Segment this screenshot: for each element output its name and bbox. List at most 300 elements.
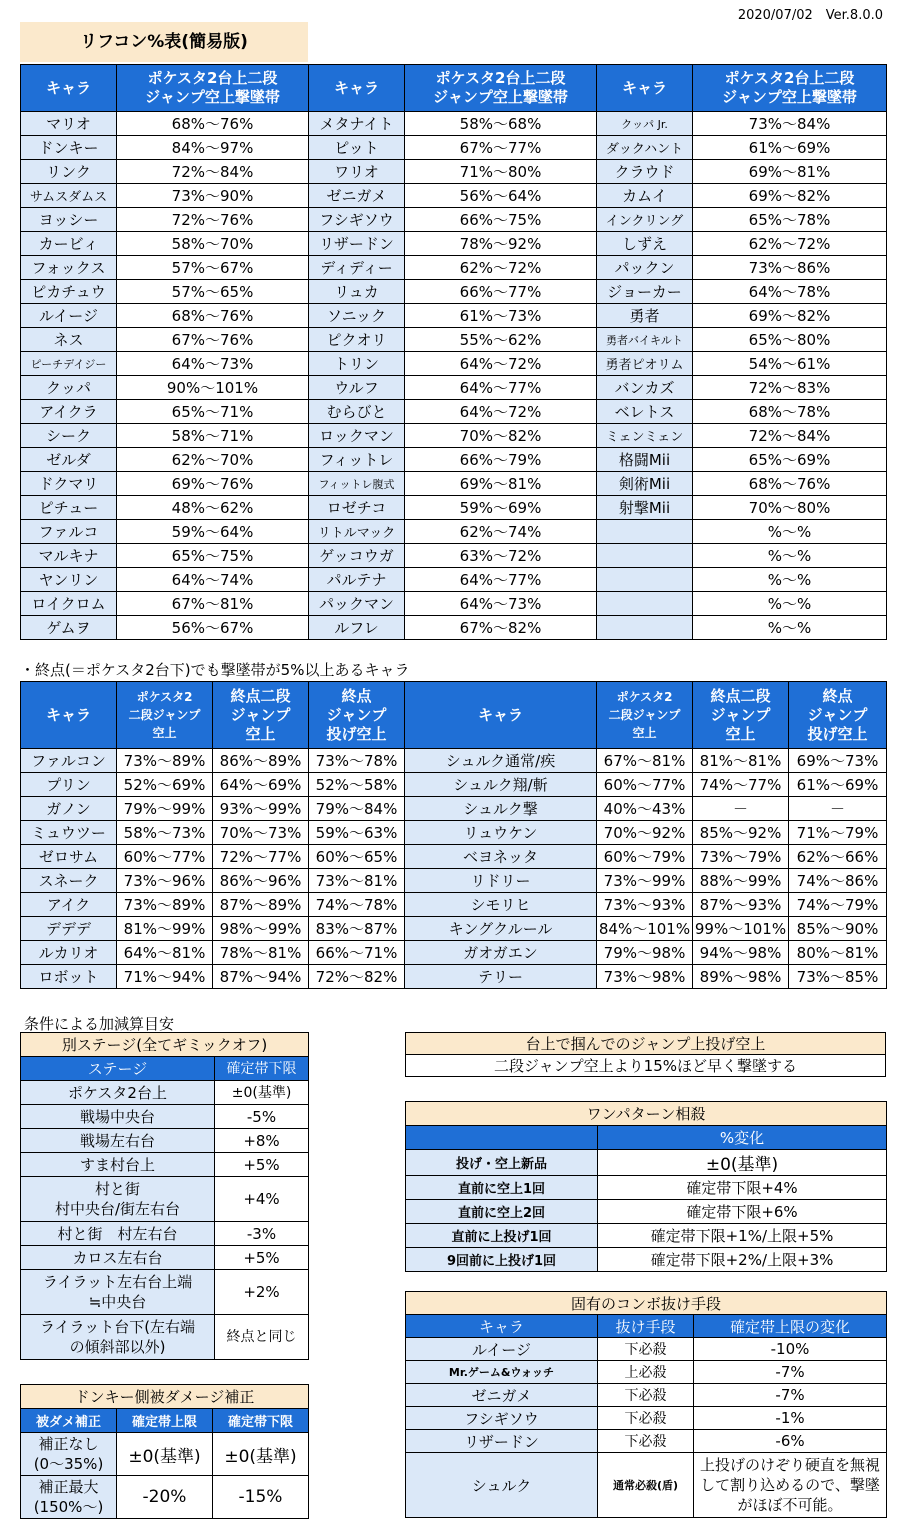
stage-modifier: +5% [215, 1153, 309, 1177]
percent-range: 79%～84% [309, 797, 405, 821]
character-name: 剣術Mii [597, 472, 693, 496]
character-name: ベレトス [597, 400, 693, 424]
percent-range: 90%～101% [117, 376, 309, 400]
character-name: テリー [405, 965, 597, 989]
percent-range: 62%～72% [405, 256, 597, 280]
table-row [406, 1338, 887, 1361]
header-char-1: キャラ [21, 65, 117, 112]
character-name: フシギソウ [406, 1407, 598, 1430]
header-value-2: ポケスタ2台上二段 ジャンプ空上撃墜帯 [405, 65, 597, 112]
ep-header-throw-1: 終点 ジャンプ 投げ空上 [309, 682, 405, 749]
character-name: ダックハント [597, 136, 693, 160]
percent-range: 66%～79% [405, 448, 597, 472]
table-row [21, 773, 887, 797]
grab-throw-table [405, 1032, 886, 1077]
percent-range: 40%～43% [597, 797, 693, 821]
table-row [406, 1224, 887, 1248]
percent-range: 70%～82% [405, 424, 597, 448]
character-name: シモリヒ [405, 893, 597, 917]
percent-range: 72%～84% [117, 160, 309, 184]
percent-range: 65%～71% [117, 400, 309, 424]
stage-modifier: +5% [215, 1246, 309, 1270]
ep-header-char-2: キャラ [405, 682, 597, 749]
character-name: リザードン [406, 1430, 598, 1453]
character-name: ルイージ [21, 304, 117, 328]
character-name: ファルコ [21, 520, 117, 544]
character-name: リュカ [309, 280, 405, 304]
character-name: ベヨネッタ [405, 845, 597, 869]
percent-range: 66%～75% [405, 208, 597, 232]
percent-range: 79%～98% [597, 941, 693, 965]
percent-range: 86%～96% [213, 869, 309, 893]
percent-range: 88%～99% [693, 869, 789, 893]
percent-range: %～% [693, 544, 887, 568]
table-row [21, 472, 887, 496]
character-name: クラウド [597, 160, 693, 184]
percent-range: 73%～89% [117, 749, 213, 773]
character-name: スネーク [21, 869, 117, 893]
percent-range: 62%～74% [405, 520, 597, 544]
percent-range: 72%～77% [213, 845, 309, 869]
percent-range: 87%～94% [213, 965, 309, 989]
stage-modifier: ±0(基準) [215, 1081, 309, 1105]
character-name: 勇者 [597, 304, 693, 328]
percent-range: 74%～79% [789, 893, 887, 917]
percent-range: 64%～73% [117, 352, 309, 376]
character-name: パルテナ [309, 568, 405, 592]
table-row [21, 1222, 309, 1246]
character-name: シュルク撃 [405, 797, 597, 821]
percent-range: 65%～75% [117, 544, 309, 568]
percent-range: 58%～68% [405, 112, 597, 136]
percent-range: 85%～92% [693, 821, 789, 845]
table-row [21, 1433, 309, 1476]
character-name: キングクルール [405, 917, 597, 941]
percent-range: 87%～93% [693, 893, 789, 917]
character-name: ディディー [309, 256, 405, 280]
table-row [21, 592, 887, 616]
percent-range: 69%～76% [117, 472, 309, 496]
percent-range: 66%～71% [309, 941, 405, 965]
upper-limit-value: ±0(基準) [117, 1433, 213, 1476]
character-name: 射撃Mii [597, 496, 693, 520]
percent-range: 54%～61% [693, 352, 887, 376]
character-name: しずえ [597, 232, 693, 256]
character-name: フィットレ [309, 448, 405, 472]
character-name: ルカリオ [21, 941, 117, 965]
percent-range: 57%～67% [117, 256, 309, 280]
table-row [21, 1129, 309, 1153]
character-name: ガノン [21, 797, 117, 821]
percent-range: 68%～78% [693, 400, 887, 424]
percent-range: 61%～73% [405, 304, 597, 328]
percent-range: 64%～69% [213, 773, 309, 797]
percent-range: 71%～79% [789, 821, 887, 845]
percent-range: 86%～89% [213, 749, 309, 773]
percent-range: 72%～84% [693, 424, 887, 448]
character-name: 格闘Mii [597, 448, 693, 472]
stage-header-lower: 確定帯下限 [215, 1057, 309, 1081]
onepattern-header-change: %変化 [598, 1126, 887, 1150]
table-row [406, 1200, 887, 1224]
ep-header-char-1: キャラ [21, 682, 117, 749]
percent-range: 59%～69% [405, 496, 597, 520]
condition-label: 投げ・空上新品 [406, 1150, 598, 1176]
onepattern-table-caption: ワンパターン相殺 [406, 1102, 887, 1126]
character-name: ガオガエン [405, 941, 597, 965]
character-name: ジョーカー [597, 280, 693, 304]
table-row [21, 917, 887, 941]
table-row [21, 845, 887, 869]
character-name: シュルク [406, 1453, 598, 1518]
stage-table [20, 1032, 309, 1360]
character-name: トリン [309, 352, 405, 376]
ep-header-pokesta-2: ポケスタ2 二段ジャンプ 空上 [597, 682, 693, 749]
upper-limit-change: -1% [694, 1407, 887, 1430]
table-row [21, 208, 887, 232]
percent-range: 67%～77% [405, 136, 597, 160]
condition-label: 直前に空上2回 [406, 1200, 598, 1224]
character-name: インクリング [597, 208, 693, 232]
table-row [21, 1081, 309, 1105]
table-row [21, 1315, 309, 1360]
upper-limit-value: -20% [117, 1476, 213, 1519]
table-row [21, 1153, 309, 1177]
percent-range: 64%～78% [693, 280, 887, 304]
character-name: バンカズ [597, 376, 693, 400]
header-value-1: ポケスタ2台上二段 ジャンプ空上撃墜帯 [117, 65, 309, 112]
percent-range: 60%～65% [309, 845, 405, 869]
stage-name: 村と街 村左右台 [21, 1222, 215, 1246]
upper-limit-change: -7% [694, 1361, 887, 1384]
table-row [21, 797, 887, 821]
percent-range: 64%～73% [405, 592, 597, 616]
table-row [21, 544, 887, 568]
character-name: ワリオ [309, 160, 405, 184]
stage-modifier: 終点と同じ [215, 1315, 309, 1360]
character-name: ロイクロム [21, 592, 117, 616]
percent-range: 70%～80% [693, 496, 887, 520]
percent-range: 65%～80% [693, 328, 887, 352]
donkey-damage-table [20, 1384, 309, 1519]
grab-table-caption: 台上で掴んでのジャンプ上投げ空上 [406, 1033, 886, 1055]
percent-range: 99%～101% [693, 917, 789, 941]
percent-range: 71%～94% [117, 965, 213, 989]
character-name [597, 568, 693, 592]
combo-header-char: キャラ [406, 1315, 598, 1338]
percent-range: 58%～73% [117, 821, 213, 845]
condition-change: 確定帯下限+1%/上限+5% [598, 1224, 887, 1248]
table-row [21, 280, 887, 304]
percent-range: 59%～63% [309, 821, 405, 845]
table-row [21, 965, 887, 989]
endpoint-section-label: ・終点(＝ポケスタ2台下)でも撃墜帯が5%以上あるキャラ [20, 661, 410, 679]
stage-name: カロス左右台 [21, 1246, 215, 1270]
character-name: サムスダムス [21, 184, 117, 208]
character-name: ロゼチコ [309, 496, 405, 520]
character-name [597, 616, 693, 640]
table-row [406, 1176, 887, 1200]
escape-means: 上必殺 [598, 1361, 694, 1384]
stage-name: ライラット台下(左右端 の傾斜部以外) [21, 1315, 215, 1360]
percent-range: 64%～72% [405, 400, 597, 424]
percent-range: 60%～77% [597, 773, 693, 797]
percent-range: 64%～77% [405, 376, 597, 400]
percent-range: － [789, 797, 887, 821]
percent-range: 69%～82% [693, 304, 887, 328]
table-row [21, 520, 887, 544]
lower-limit-value: -15% [213, 1476, 309, 1519]
condition-change: 確定帯下限+4% [598, 1176, 887, 1200]
percent-range: 64%～74% [117, 568, 309, 592]
character-name: ミェンミェン [597, 424, 693, 448]
table-row [21, 1246, 309, 1270]
table-row [21, 448, 887, 472]
character-name: ヨッシー [21, 208, 117, 232]
percent-range: 60%～79% [597, 845, 693, 869]
percent-range: 56%～64% [405, 184, 597, 208]
percent-range: 89%～98% [693, 965, 789, 989]
stage-header-stage: ステージ [21, 1057, 215, 1081]
lower-limit-value: ±0(基準) [213, 1433, 309, 1476]
character-name: カムイ [597, 184, 693, 208]
stage-modifier: -5% [215, 1105, 309, 1129]
percent-range: 65%～78% [693, 208, 887, 232]
character-name: パックン [597, 256, 693, 280]
percent-range: 72%～83% [693, 376, 887, 400]
percent-range: 60%～77% [117, 845, 213, 869]
main-percent-table [20, 64, 887, 640]
donkey-header-c: 確定帯下限 [213, 1409, 309, 1433]
table-row [21, 232, 887, 256]
percent-range: %～% [693, 592, 887, 616]
percent-range: 64%～81% [117, 941, 213, 965]
percent-range: 72%～82% [309, 965, 405, 989]
stage-modifier: +4% [215, 1177, 309, 1222]
percent-range: 72%～76% [117, 208, 309, 232]
character-name: アイク [21, 893, 117, 917]
percent-range: 81%～99% [117, 917, 213, 941]
donkey-header-a: 被ダメ補正 [21, 1409, 117, 1433]
table-row [406, 1384, 887, 1407]
percent-range: 63%～72% [405, 544, 597, 568]
character-name: フィットレ腹式 [309, 472, 405, 496]
character-name: ゼルダ [21, 448, 117, 472]
percent-range: 94%～98% [693, 941, 789, 965]
percent-range: － [693, 797, 789, 821]
percent-range: 59%～64% [117, 520, 309, 544]
table-row [21, 352, 887, 376]
percent-range: %～% [693, 568, 887, 592]
condition-label: 直前に上投げ1回 [406, 1224, 598, 1248]
header-value-3: ポケスタ2台上二段 ジャンプ空上撃墜帯 [693, 65, 887, 112]
character-name: アイクラ [21, 400, 117, 424]
table-row [21, 568, 887, 592]
table-row [21, 112, 887, 136]
table-row [21, 616, 887, 640]
percent-range: 85%～90% [789, 917, 887, 941]
character-name [597, 592, 693, 616]
combo-escape-table [405, 1291, 887, 1518]
table-row [21, 941, 887, 965]
table-row [406, 1430, 887, 1453]
ep-header-pokesta-1: ポケスタ2 二段ジャンプ 空上 [117, 682, 213, 749]
character-name: リドリー [405, 869, 597, 893]
percent-range: 74%～86% [789, 869, 887, 893]
upper-limit-change: -10% [694, 1338, 887, 1361]
percent-range: 73%～89% [117, 893, 213, 917]
condition-change: 確定帯下限+6% [598, 1200, 887, 1224]
percent-range: 73%～90% [117, 184, 309, 208]
table-row [21, 160, 887, 184]
percent-range: 67%～82% [405, 616, 597, 640]
character-name: デデデ [21, 917, 117, 941]
percent-range: 73%～85% [789, 965, 887, 989]
percent-range: 52%～69% [117, 773, 213, 797]
percent-range: 74%～78% [309, 893, 405, 917]
character-name: ロボット [21, 965, 117, 989]
table-row [406, 1361, 887, 1384]
table-row [21, 821, 887, 845]
combo-header-means: 抜け手段 [598, 1315, 694, 1338]
percent-range: 58%～71% [117, 424, 309, 448]
character-name: ロックマン [309, 424, 405, 448]
character-name: ピチュー [21, 496, 117, 520]
table-row [406, 1248, 887, 1272]
ep-header-dj-1: 終点二段 ジャンプ 空上 [213, 682, 309, 749]
page-title: リフコン%表(簡易版) [20, 22, 308, 62]
escape-means: 下必殺 [598, 1430, 694, 1453]
character-name: マリオ [21, 112, 117, 136]
character-name: ゼニガメ [309, 184, 405, 208]
table-row [21, 496, 887, 520]
escape-means: 通常必殺(盾) [598, 1453, 694, 1518]
percent-range: 80%～81% [789, 941, 887, 965]
table-row [21, 749, 887, 773]
stage-name: ライラット左右台上端 ≒中央台 [21, 1270, 215, 1315]
percent-range: 78%～92% [405, 232, 597, 256]
percent-range: 73%～78% [309, 749, 405, 773]
character-name: ルフレ [309, 616, 405, 640]
percent-range: 78%～81% [213, 941, 309, 965]
percent-range: 62%～66% [789, 845, 887, 869]
condition-label: 9回前に上投げ1回 [406, 1248, 598, 1272]
percent-range: 84%～101% [597, 917, 693, 941]
character-name: リュウケン [405, 821, 597, 845]
stage-name: 戦場中央台 [21, 1105, 215, 1129]
percent-range: 66%～77% [405, 280, 597, 304]
percent-range: 48%～62% [117, 496, 309, 520]
donkey-header-b: 確定帯上限 [117, 1409, 213, 1433]
character-name: ドクマリ [21, 472, 117, 496]
percent-range: 73%～99% [597, 869, 693, 893]
character-name: ミュウツー [21, 821, 117, 845]
upper-limit-change: -6% [694, 1430, 887, 1453]
stage-modifier: +2% [215, 1270, 309, 1315]
character-name: ウルフ [309, 376, 405, 400]
percent-range: 87%～89% [213, 893, 309, 917]
version-label: 2020/07/02 Ver.8.0.0 [737, 8, 883, 23]
donkey-table-caption: ドンキー側被ダメージ補正 [21, 1385, 309, 1409]
table-row [21, 1476, 309, 1519]
percent-range: 70%～73% [213, 821, 309, 845]
character-name: 勇者ピオリム [597, 352, 693, 376]
character-name: ドンキー [21, 136, 117, 160]
table-row [21, 869, 887, 893]
character-name: クッパ [21, 376, 117, 400]
percent-range: 55%～62% [405, 328, 597, 352]
character-name: カービィ [21, 232, 117, 256]
character-name: フォックス [21, 256, 117, 280]
ep-header-throw-2: 終点 ジャンプ 投げ空上 [789, 682, 887, 749]
percent-range: 73%～96% [117, 869, 213, 893]
character-name: シーク [21, 424, 117, 448]
character-name: プリン [21, 773, 117, 797]
escape-means: 下必殺 [598, 1384, 694, 1407]
stage-table-caption: 別ステージ(全てギミックオフ) [21, 1033, 309, 1057]
table-row [21, 400, 887, 424]
percent-range: 74%～77% [693, 773, 789, 797]
percent-range: 93%～99% [213, 797, 309, 821]
percent-range: 65%～69% [693, 448, 887, 472]
table-row [21, 1270, 309, 1315]
percent-range: 73%～81% [309, 869, 405, 893]
character-name: メタナイト [309, 112, 405, 136]
character-name: ゲッコウガ [309, 544, 405, 568]
table-row [21, 256, 887, 280]
damage-correction: 補正なし (0～35%) [21, 1433, 117, 1476]
character-name: リトルマック [309, 520, 405, 544]
escape-means: 下必殺 [598, 1338, 694, 1361]
stage-name: 村と街 村中央台/街左右台 [21, 1177, 215, 1222]
character-name: むらびと [309, 400, 405, 424]
table-row [406, 1407, 887, 1430]
character-name: ピット [309, 136, 405, 160]
table-row [21, 328, 887, 352]
character-name: ネス [21, 328, 117, 352]
upper-limit-change: -7% [694, 1384, 887, 1407]
percent-range: 56%～67% [117, 616, 309, 640]
percent-range: 83%～87% [309, 917, 405, 941]
table-row [21, 376, 887, 400]
table-row [21, 136, 887, 160]
table-row [21, 1105, 309, 1129]
percent-range: 68%～76% [693, 472, 887, 496]
percent-range: 64%～72% [405, 352, 597, 376]
character-name: ヤンリン [21, 568, 117, 592]
condition-change: ±0(基準) [598, 1150, 887, 1176]
percent-range: 67%～81% [117, 592, 309, 616]
character-name: クッパ Jr. [597, 112, 693, 136]
combo-header-change: 確定帯上限の変化 [694, 1315, 887, 1338]
character-name: ピクオリ [309, 328, 405, 352]
stage-modifier: -3% [215, 1222, 309, 1246]
character-name: ピーチデイジー [21, 352, 117, 376]
percent-range: %～% [693, 616, 887, 640]
percent-range: 58%～70% [117, 232, 309, 256]
character-name: リンク [21, 160, 117, 184]
character-name: ピカチュウ [21, 280, 117, 304]
stage-modifier: +8% [215, 1129, 309, 1153]
percent-range: 61%～69% [693, 136, 887, 160]
percent-range: %～% [693, 520, 887, 544]
percent-range: 69%～82% [693, 184, 887, 208]
endpoint-table-header [21, 682, 887, 749]
main-table-header [21, 65, 887, 112]
percent-range: 98%～99% [213, 917, 309, 941]
character-name: マルキナ [21, 544, 117, 568]
combo-table-caption: 固有のコンボ抜け手段 [406, 1292, 887, 1315]
